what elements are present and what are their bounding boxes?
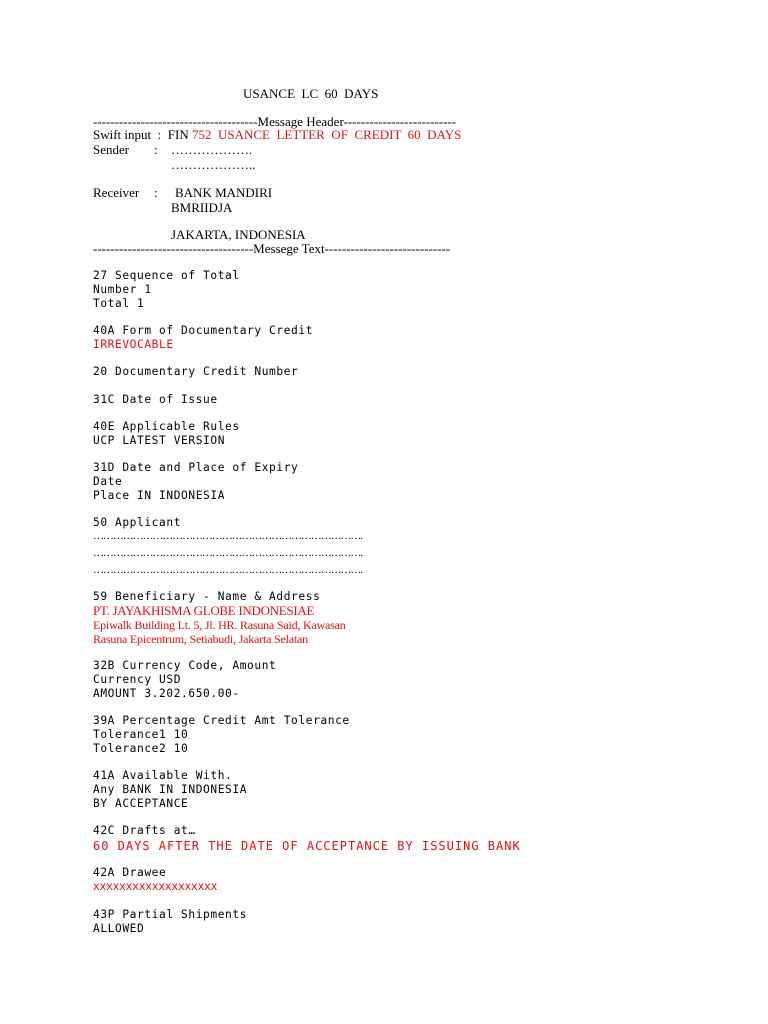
field-59-address-1: Epiwalk Building Lt. 5, Jl. HR. Rasuna Said, Kawasan <box>93 618 346 632</box>
field-32b-currency: Currency USD <box>93 673 182 686</box>
field-50-line-3: ………………………………………………………………………. <box>93 564 362 576</box>
swift-input-label: Swift input : FIN <box>93 127 192 142</box>
field-59-title: 59 Beneficiary - Name & Address <box>93 590 321 603</box>
field-40e-title: 40E Applicable Rules <box>93 420 240 433</box>
field-39a-tolerance-1: Tolerance1 10 <box>93 728 189 741</box>
swift-input-line <box>93 127 461 143</box>
field-50-line-2: ………………………………………………………………………. <box>93 547 362 559</box>
field-40a-title: 40A Form of Documentary Credit <box>93 324 314 337</box>
receiver-colon: : <box>154 185 158 200</box>
field-31d-place: Place IN INDONESIA <box>93 489 226 502</box>
field-20-title: 20 Documentary Credit Number <box>93 365 299 378</box>
field-50-title: 50 Applicant <box>93 516 182 529</box>
field-42a-title: 42A Drawee <box>93 866 167 879</box>
field-32b-title: 32B Currency Code, Amount <box>93 659 277 672</box>
field-40e-value: UCP LATEST VERSION <box>93 434 226 447</box>
field-59-address-2: Rasuna Epicentrum, Setiabudi, Jakarta Selatan <box>93 632 308 646</box>
message-header-rule: --------------------------------------Message Header-------------------------- <box>93 114 457 129</box>
field-42c-value: 60 DAYS AFTER THE DATE OF ACCEPTANCE BY ISSUING BANK <box>93 839 521 853</box>
sender-line-1: ………………. <box>171 142 253 157</box>
field-31c-title: 31C Date of Issue <box>93 393 218 406</box>
field-50-line-1: ………………………………………………………………………. <box>93 530 362 542</box>
receiver-label: Receiver <box>93 185 140 200</box>
field-43p-value: ALLOWED <box>93 922 145 935</box>
field-41a-method: BY ACCEPTANCE <box>93 797 189 810</box>
field-39a-tolerance-2: Tolerance2 10 <box>93 742 189 755</box>
receiver-code: BMRIIDJA <box>171 200 233 215</box>
field-31d-date: Date <box>93 475 123 488</box>
field-42a-value: xxxxxxxxxxxxxxxxxxx <box>93 880 218 893</box>
field-41a-bank: Any BANK IN INDONESIA <box>93 783 248 796</box>
field-27-total: Total 1 <box>93 297 145 310</box>
field-40a-value: IRREVOCABLE <box>93 338 174 351</box>
field-39a-title: 39A Percentage Credit Amt Tolerance <box>93 714 350 727</box>
field-31d-title: 31D Date and Place of Expiry <box>93 461 299 474</box>
document-title: USANCE LC 60 DAYS <box>243 86 379 101</box>
field-42c-title: 42C Drafts at… <box>93 824 196 837</box>
field-27-title: 27 Sequence of Total <box>93 269 240 282</box>
receiver-city: JAKARTA, INDONESIA <box>171 227 306 242</box>
swift-input-value: 752 USANCE LETTER OF CREDIT 60 DAYS <box>191 127 462 142</box>
field-32b-amount: AMOUNT 3.202.650.00- <box>93 687 240 700</box>
field-43p-title: 43P Partial Shipments <box>93 908 248 921</box>
field-59-name: PT. JAYAKHISMA GLOBE INDONESIAE <box>93 603 315 618</box>
message-text-rule: -------------------------------------Messege Text----------------------------- <box>93 241 451 256</box>
receiver-bank: BANK MANDIRI <box>175 185 273 200</box>
sender-colon: : <box>154 142 158 157</box>
sender-line-2: ……………….. <box>171 157 256 172</box>
sender-label: Sender <box>93 142 130 157</box>
field-41a-title: 41A Available With. <box>93 769 233 782</box>
field-27-number: Number 1 <box>93 283 152 296</box>
